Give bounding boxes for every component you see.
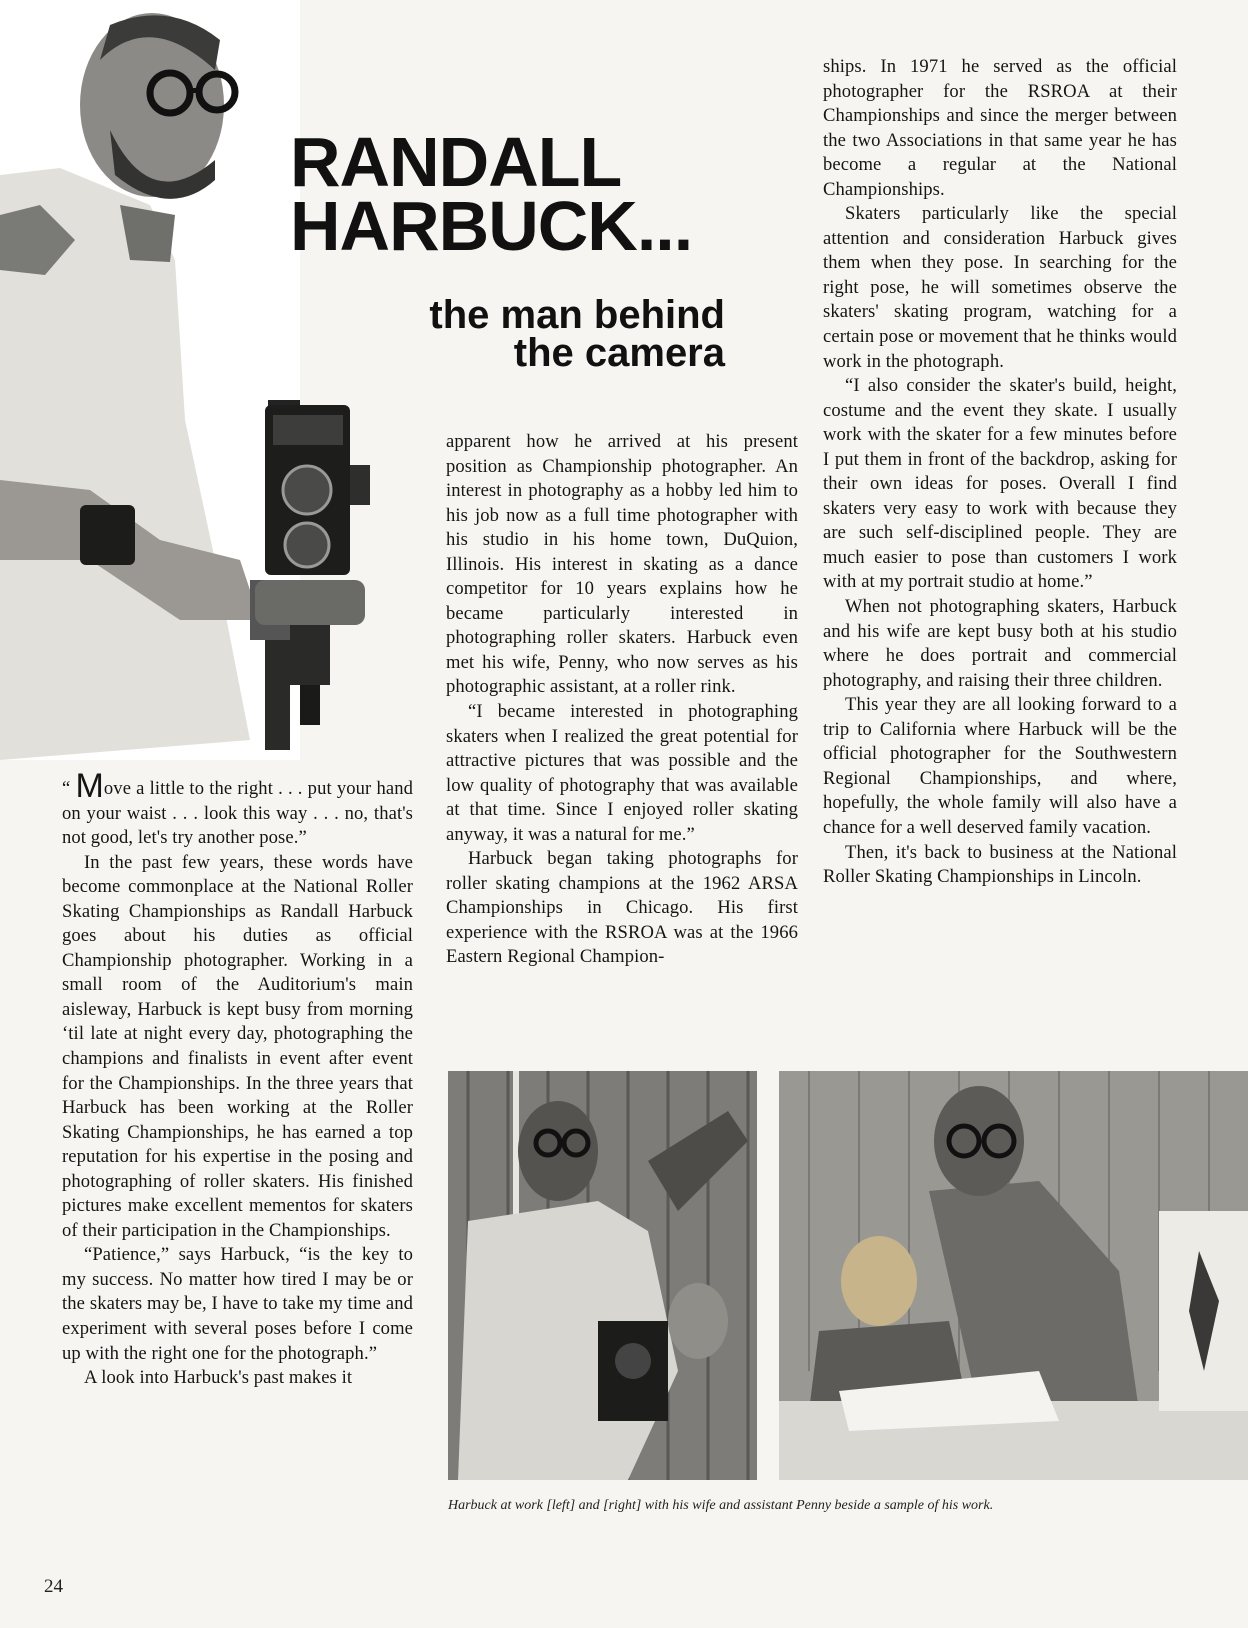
photo-caption: Harbuck at work [left] and [right] with his wife and assistant Penny beside a sample of his work. <box>448 1498 994 1513</box>
subhead-line2: the camera <box>513 331 725 375</box>
paragraph: “Patience,” says Harbuck, “is the key to my success. No matter how tired I may be or the skaters may be, I have to take my time and experiment with several poses before I come up with the right one for the photograph.” <box>62 1244 413 1364</box>
paragraph: “I became interested in photographing skaters when I realized the great potential for attractive pictures that was possible and the low quality of photography that was available at that time. Since I enjoyed roller skating anyway, it was a natural for me.” <box>446 701 798 845</box>
subhead-line1: the man behind <box>429 293 725 337</box>
photo-harbuck-at-work <box>448 1071 757 1480</box>
open-quote: “ <box>62 778 76 799</box>
paragraph-text: ove a little to the right . . . put your hand on your waist . . . look this way . . . no, that's not good, let's try another pose.” <box>62 778 413 849</box>
paragraph: Skaters particularly like the special attention and consideration Harbuck gives them when they pose. In searching for the right pose, he will sometimes observe the skaters' skating program, watching for a certain pose or movement that he thinks would work in the photograph. <box>823 203 1177 372</box>
paragraph: In the past few years, these words have become commonplace at the National Roller Skating Championships as Randall Harbuck goes about his duties as official Championship photographer. Working in a small room of the Auditorium's main aisleway, Harbuck is kept busy from morning ‘til late at night every day, photographing the champions and finalists in event after event for the Championships. In the three years that Harbuck has been working at the Roller Skating Championships, he has earned a top reputation for his expertise in the posing and photographing of roller skaters. His finished pictures make excellent mementos for skaters of their participation in the Championships. <box>62 851 413 1241</box>
drop-cap: M <box>75 767 104 805</box>
subhead <box>380 293 725 375</box>
headline: RANDALL HARBUCK... <box>290 123 693 265</box>
page-number: 24 <box>44 1576 63 1597</box>
paragraph: apparent how he arrived at his present position as Championship photographer. An interest in photography as a hobby led him to his job now as a full time photographer with his studio in his home town, DuQuion, Illinois. His interest in skating as a dance competitor for 10 years explains how he became particularly interested in photographing roller skaters. Harbuck even met his wife, Penny, who now serves as his photographic assistant, at a roller rink. <box>446 431 798 698</box>
paragraph: This year they are all looking forward to a trip to California where Harbuck will be the official photographer for the Southwestern Regional Championships, and where, hopefully, the whole family will also have a chance for a well deserved family vacation. <box>823 694 1177 838</box>
paragraph: ships. In 1971 he served as the official photographer for the RSROA at their Championships and since the merger between the two Associations in that same year he has become a regular at the National Championships. <box>823 56 1177 200</box>
photo-harbuck-with-penny <box>779 1071 1248 1480</box>
paragraph: When not photographing skaters, Harbuck and his wife are kept busy both at his studio where he does portrait and commercial photography, and raising their three children. <box>823 596 1177 691</box>
article-column-3 <box>823 55 1177 890</box>
paragraph: A look into Harbuck's past makes it <box>84 1367 353 1389</box>
article-column-2 <box>446 430 798 970</box>
paragraph: “I also consider the skater's build, height, costume and the event they skate. I usually work with the skater for a few minutes before I put them in front of the backdrop, asking for their own ideas for poses. Overall I find skaters very easy to work with because they are such self-disciplined people. They are much easier to pose than customers I work with at my portrait studio at home.” <box>823 375 1177 593</box>
article-column-1 <box>62 767 413 1391</box>
paragraph <box>62 767 413 851</box>
paragraph: Harbuck began taking photographs for roller skating champions at the 1962 ARSA Championships in Chicago. His first experience with the RSROA was at the 1966 Eastern Regional Champion- <box>446 848 798 968</box>
camera-graphic <box>255 405 385 725</box>
paragraph: Then, it's back to business at the National Roller Skating Championships in Lincoln. <box>823 841 1177 888</box>
